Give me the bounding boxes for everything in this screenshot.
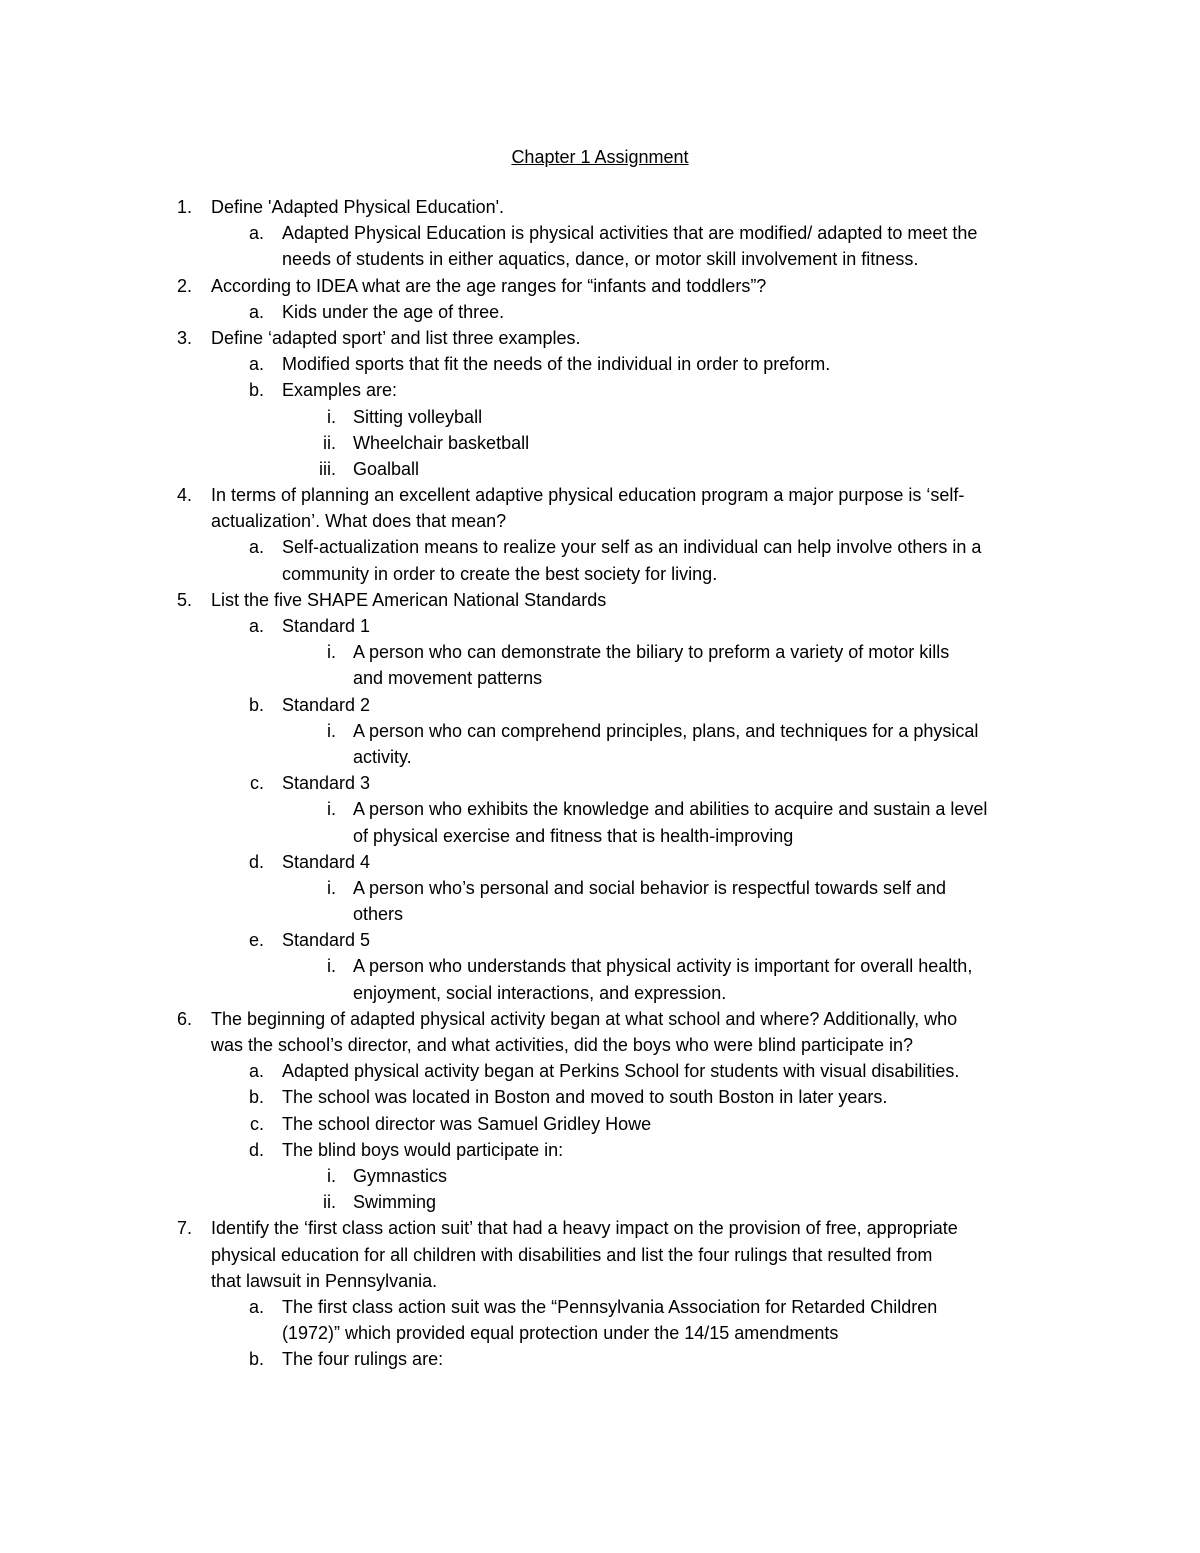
list-marker: i.	[327, 642, 336, 663]
list-line-level-3	[0, 639, 1200, 665]
list-marker: c.	[249, 773, 264, 794]
list-marker: 7.	[176, 1218, 192, 1239]
list-text: of physical exercise and fitness that is health-improving	[353, 825, 794, 846]
list-marker: a.	[248, 354, 264, 375]
list-text: Adapted physical activity began at Perkins School for students with visual disabilities.	[282, 1061, 960, 1082]
list-line-level-2	[0, 1084, 1200, 1110]
list-line-level-2	[0, 1346, 1200, 1372]
list-marker: 5.	[176, 589, 192, 610]
list-text: Standard 1	[282, 616, 371, 636]
list-marker: i.	[327, 956, 336, 977]
list-line-level-3	[0, 901, 1200, 927]
list-text: and movement patterns	[353, 668, 543, 689]
list-text: List the five SHAPE American National Standards	[211, 589, 607, 610]
list-line-level-2	[0, 692, 1200, 718]
list-marker: 1.	[176, 197, 192, 217]
list-line-level-1	[0, 325, 1200, 351]
list-marker: 3.	[176, 327, 192, 348]
list-marker: ii.	[323, 1192, 336, 1213]
list-line-level-3	[0, 823, 1200, 849]
list-text: Identify the ‘first class action suit’ that had a heavy impact on the provision of free, appropriate	[211, 1218, 958, 1239]
list-marker: b.	[248, 694, 264, 715]
list-text: Goalball	[353, 458, 420, 479]
list-marker: a.	[248, 223, 264, 244]
list-line-level-3	[0, 665, 1200, 691]
list-text: Modified sports that fit the needs of the individual in order to preform.	[282, 354, 831, 375]
list-marker: a.	[248, 616, 264, 636]
list-text: that lawsuit in Pennsylvania.	[211, 1270, 438, 1291]
list-text: others	[353, 904, 404, 925]
list-line-level-1	[0, 1268, 1200, 1294]
list-line-level-2	[0, 1058, 1200, 1084]
list-text: The four rulings are:	[282, 1349, 444, 1370]
list-line-level-3	[0, 875, 1200, 901]
list-line-level-2	[0, 1137, 1200, 1163]
list-marker: b.	[248, 1087, 264, 1108]
list-text: Wheelchair basketball	[353, 432, 530, 453]
list-marker: b.	[248, 380, 264, 401]
list-line-level-1	[0, 273, 1200, 299]
list-line-level-2	[0, 377, 1200, 403]
list-marker: 6.	[176, 1008, 192, 1029]
list-marker: i.	[327, 720, 336, 741]
list-line-level-1	[0, 1242, 1200, 1268]
list-text: Examples are:	[282, 380, 398, 401]
list-line-level-3	[0, 430, 1200, 456]
list-text: A person who can demonstrate the biliary to preform a variety of motor kills	[353, 642, 950, 663]
list-marker: c.	[249, 1113, 264, 1134]
list-marker: a.	[248, 537, 264, 558]
list-text: The school director was Samuel Gridley Howe	[282, 1113, 652, 1134]
list-line-level-1	[0, 587, 1200, 613]
list-marker: d.	[248, 1139, 264, 1160]
list-text: The first class action suit was the “Pennsylvania Association for Retarded Children	[282, 1296, 938, 1317]
list-text: (1972)” which provided equal protection under the 14/15 amendments	[282, 1323, 839, 1344]
list-line-level-3	[0, 796, 1200, 822]
list-marker: ii.	[323, 432, 336, 453]
list-line-level-1	[0, 1032, 1200, 1058]
list-marker: a.	[248, 301, 264, 322]
list-text: Standard 4	[282, 851, 371, 872]
list-line-level-2	[0, 351, 1200, 377]
list-line-level-3	[0, 1189, 1200, 1215]
list-marker: i.	[327, 877, 336, 898]
list-line-level-2	[0, 246, 1200, 272]
list-text: Standard 3	[282, 773, 371, 794]
list-text: The school was located in Boston and moved to south Boston in later years.	[282, 1087, 888, 1108]
list-line-level-3	[0, 1163, 1200, 1189]
list-text: community in order to create the best society for living.	[282, 563, 718, 584]
list-marker: i.	[327, 1165, 336, 1186]
list-line-level-2	[0, 299, 1200, 325]
list-line-level-2	[0, 849, 1200, 875]
list-text: activity.	[353, 746, 412, 767]
list-text: Swimming	[353, 1192, 437, 1213]
list-line-level-3	[0, 980, 1200, 1006]
list-marker: d.	[248, 851, 264, 872]
list-text: Sitting volleyball	[353, 406, 483, 427]
list-marker: a.	[248, 1061, 264, 1082]
list-line-level-2	[0, 613, 1200, 639]
list-text: Standard 5	[282, 930, 371, 951]
list-marker: a.	[248, 1296, 264, 1317]
list-marker: 4.	[176, 485, 192, 506]
list-marker: b.	[248, 1349, 264, 1370]
list-text: was the school’s director, and what activities, did the boys who were blind participate in?	[211, 1035, 914, 1055]
list-line-level-1	[0, 508, 1200, 534]
list-text: actualization’. What does that mean?	[211, 511, 507, 532]
list-text: Gymnastics	[353, 1165, 448, 1186]
list-text: The blind boys would participate in:	[282, 1139, 564, 1160]
list-line-level-2	[0, 927, 1200, 953]
list-text: A person who can comprehend principles, plans, and techniques for a physical	[353, 720, 979, 741]
list-line-level-1	[0, 482, 1200, 508]
list-line-level-2	[0, 561, 1200, 587]
list-line-level-2	[0, 1294, 1200, 1320]
list-text: physical education for all children with disabilities and list the four rulings that resulted from	[211, 1244, 933, 1265]
list-marker: e.	[248, 930, 264, 951]
list-line-level-2	[0, 1111, 1200, 1137]
list-line-level-3	[0, 456, 1200, 482]
list-text: A person who’s personal and social behavior is respectful towards self and	[353, 877, 947, 898]
list-marker: 2.	[176, 275, 192, 296]
list-text: Adapted Physical Education is physical activities that are modified/ adapted to meet the	[282, 223, 978, 244]
list-text: enjoyment, social interactions, and expression.	[353, 982, 727, 1003]
list-text: According to IDEA what are the age ranges for “infants and toddlers”?	[211, 275, 767, 296]
list-text: needs of students in either aquatics, dance, or motor skill involvement in fitness.	[282, 249, 919, 270]
list-text: Self-actualization means to realize your self as an individual can help involve others in a	[282, 537, 982, 558]
list-text: Standard 2	[282, 694, 371, 715]
list-marker: iii.	[319, 458, 336, 479]
list-line-level-1	[0, 194, 1200, 220]
list-line-level-2	[0, 220, 1200, 246]
list-line-level-3	[0, 718, 1200, 744]
list-line-level-1	[0, 1006, 1200, 1032]
list-text: Kids under the age of three.	[282, 301, 505, 322]
list-marker: i.	[327, 406, 336, 427]
list-line-level-2	[0, 770, 1200, 796]
list-line-level-2	[0, 534, 1200, 560]
list-text: Define ‘adapted sport’ and list three examples.	[211, 327, 581, 348]
list-line-level-1	[0, 1215, 1200, 1241]
list-marker: i.	[327, 799, 336, 820]
page-title: Chapter 1 Assignment	[511, 147, 689, 167]
assignment-list	[0, 194, 1200, 1372]
list-text: A person who understands that physical activity is important for overall health,	[353, 956, 973, 977]
list-line-level-2	[0, 1320, 1200, 1346]
list-text: A person who exhibits the knowledge and abilities to acquire and sustain a level	[353, 799, 988, 820]
list-line-level-3	[0, 744, 1200, 770]
list-line-level-3	[0, 953, 1200, 979]
list-text: The beginning of adapted physical activity began at what school and where? Additionally, who	[211, 1008, 958, 1029]
list-text: Define 'Adapted Physical Education'.	[211, 197, 505, 217]
list-text: In terms of planning an excellent adaptive physical education program a major purpose is ‘self-	[211, 485, 965, 506]
list-line-level-3	[0, 404, 1200, 430]
